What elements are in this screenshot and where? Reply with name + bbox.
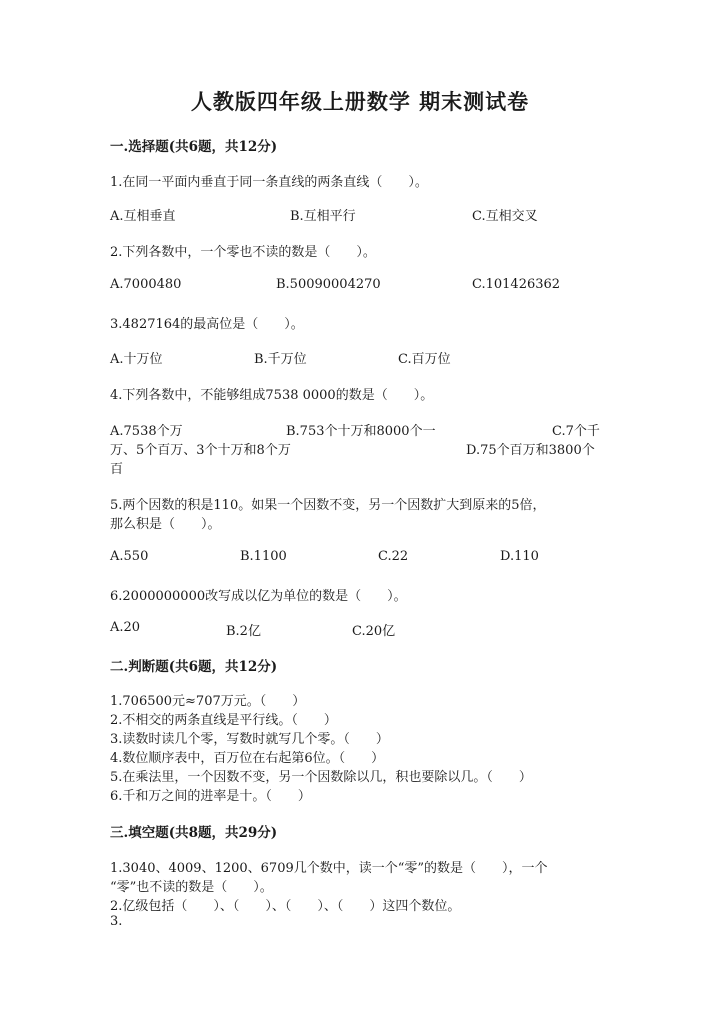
option: C.101426362 [472, 277, 561, 292]
question-text: 3.4827164的最高位是（ ）。 [110, 317, 304, 332]
option: C.7个千 [552, 424, 600, 439]
option: B.1100 [240, 549, 287, 564]
judgement-item: 5.在乘法里，一个因数不变，另一个因数除以几，积也要除以几。（ ） [110, 770, 532, 785]
option-continued: 百 [110, 462, 124, 477]
option: C.百万位 [398, 352, 451, 367]
question-text: 6.2000000000改写成以亿为单位的数是（ ）。 [110, 589, 407, 604]
option: B.50090004270 [276, 277, 381, 292]
page-title: 人教版四年级上册数学 期末测试卷 [190, 89, 530, 114]
option: D.110 [500, 549, 539, 564]
judgement-item: 6.千和万之间的进率是十。（ ） [110, 789, 311, 804]
question-text: 4.下列各数中，不能够组成7538 0000的数是（ ）。 [110, 388, 434, 403]
option: A.550 [110, 549, 149, 564]
question-text: 2.下列各数中，一个零也不读的数是（ ）。 [110, 245, 376, 260]
section-heading-choice: 一.选择题(共6题，共12分) [110, 139, 278, 155]
option: C.20亿 [352, 624, 396, 639]
option: D.75个百万和3800个 [466, 443, 595, 458]
judgement-item: 3.读数时读几个零，写数时就写几个零。（ ） [110, 732, 389, 747]
option: C.互相交叉 [472, 209, 538, 224]
option: A.十万位 [110, 352, 163, 367]
judgement-item: 2.不相交的两条直线是平行线。（ ） [110, 713, 337, 728]
section-heading-judgement: 二.判断题(共6题，共12分) [110, 659, 278, 675]
option-continued: 万、5个百万、3个十万和8个万 [110, 443, 291, 458]
option: A.互相垂直 [110, 209, 176, 224]
option: C.22 [378, 549, 409, 564]
option: A.7538个万 [110, 424, 183, 439]
question-text-continued: 那么积是（ ）。 [110, 517, 221, 532]
question-text: 5.两个因数的积是110。如果一个因数不变，另一个因数扩大到原来的5倍， [110, 498, 546, 513]
judgement-item: 4.数位顺序表中，百万位在右起第6位。（ ） [110, 751, 385, 766]
judgement-item: 1.706500元≈707万元。（ ） [110, 694, 306, 709]
option: B.千万位 [254, 352, 307, 367]
option: A.20 [110, 620, 141, 635]
fill-item: 3. [110, 914, 123, 929]
question-text: 1.在同一平面内垂直于同一条直线的两条直线（ ）。 [110, 175, 428, 190]
option: B.互相平行 [290, 209, 356, 224]
fill-item: 1.3040、4009、1200、6709几个数中，读一个“零”的数是（ ），一个 [110, 861, 548, 876]
fill-item-continued: “零”也不读的数是（ ）。 [110, 880, 273, 895]
option: B.753个十万和8000个一 [286, 424, 436, 439]
section-heading-fill: 三.填空题(共8题，共29分) [110, 825, 278, 841]
option: B.2亿 [226, 624, 261, 639]
option: A.7000480 [110, 277, 182, 292]
fill-item: 2.亿级包括（ ）、（ ）、（ ）、（ ）这四个数位。 [110, 899, 461, 914]
